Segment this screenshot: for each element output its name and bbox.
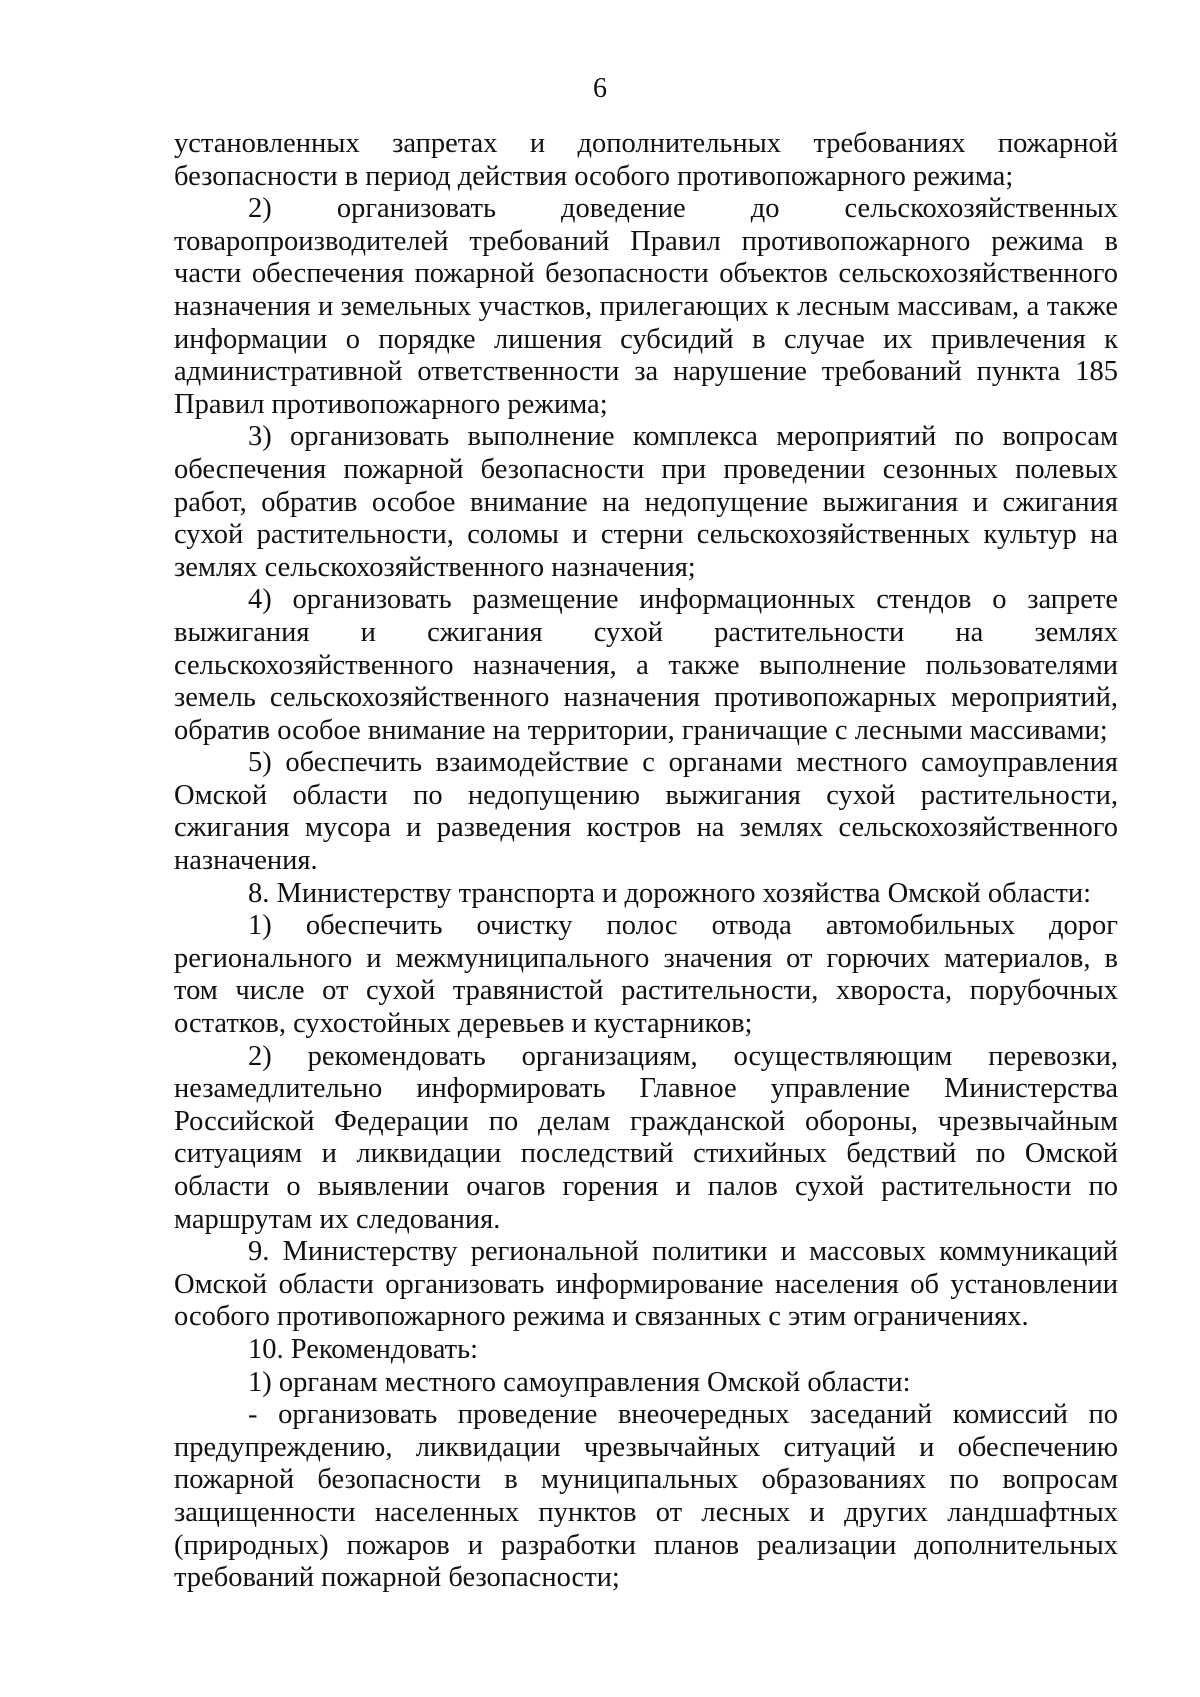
paragraph: - организовать проведение внеочередных заседаний комиссий по предупреждению, ликвидации чрезвычайных ситуаций и обеспечению пожарной безопасности в муниципальных образованиях по вопросам защищенности населенных пунктов от лесных и других ландшафтных (природных) пожаров и разработки планов реализации дополнительных требований пожарной безопасности;: [174, 1399, 1118, 1594]
paragraph: 1) органам местного самоуправления Омской области:: [248, 1366, 911, 1398]
paragraph: 4) организовать размещение информационных стендов о запрете выжигания и сжигания сухой растительности на землях сельскохозяйственного назначения, а также выполнение пользователями земель сельскохозяйственного назначения противопожарных мероприятий, обратив особое внимание на территории, граничащие с лесными массивами;: [174, 584, 1118, 746]
paragraph: 10. Рекомендовать:: [248, 1333, 479, 1365]
paragraph: установленных запретах и дополнительных требованиях пожарной безопасности в период действия особого противопожарного режима;: [174, 128, 1118, 192]
page-number: 6: [593, 73, 607, 104]
document-body: [174, 128, 1118, 1595]
paragraph: 5) обеспечить взаимодействие с органами местного самоуправления Омской области по недопущению выжигания сухой растительности, сжигания мусора и разведения костров на землях сельскохозяйственного назначения.: [174, 747, 1118, 877]
paragraph: 1) обеспечить очистку полос отвода автомобильных дорог регионального и межмуниципального значения от горючих материалов, в том числе от сухой травянистой растительности, хвороста, порубочных остатков, сухостойных деревьев и кустарников;: [174, 910, 1118, 1040]
paragraph: 2) рекомендовать организациям, осуществляющим перевозки, незамедлительно информировать Главное управление Министерства Российской Федерации по делам гражданской обороны, чрезвычайным ситуациям и ликвидации последствий стихийных бедствий по Омской области о выявлении очагов горения и палов сухой растительности по маршрутам их следования.: [174, 1040, 1118, 1235]
paragraph: 9. Министерству региональной политики и массовых коммуникаций Омской области организовать информирование населения об установлении особого противопожарного режима и связанных с этим ограничениях.: [174, 1236, 1118, 1333]
paragraph: 3) организовать выполнение комплекса мероприятий по вопросам обеспечения пожарной безопасности при проведении сезонных полевых работ, обратив особое внимание на недопущение выжигания и сжигания сухой растительности, соломы и стерни сельскохозяйственных культур на землях сельскохозяйственного назначения;: [174, 421, 1118, 583]
paragraph: 2) организовать доведение до сельскохозяйственных товаропроизводителей требований Правил противопожарного режима в части обеспечения пожарной безопасности объектов сельскохозяйственного назначения и земельных участков, прилегающих к лесным массивам, а также информации о порядке лишения субсидий в случае их привлечения к административной ответственности за нарушение требований пункта 185 Правил противопожарного режима;: [174, 193, 1118, 420]
paragraph: 8. Министерству транспорта и дорожного хозяйства Омской области:: [248, 877, 1092, 909]
